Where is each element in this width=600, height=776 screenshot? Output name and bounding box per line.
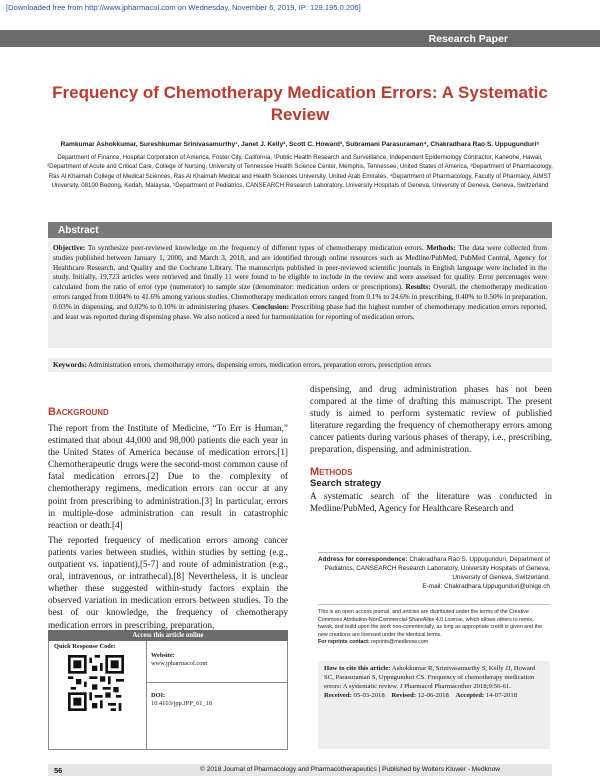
access-heading: Access this article online bbox=[48, 630, 288, 641]
abstract-heading: Abstract bbox=[58, 225, 99, 236]
methods-text: The data were collected from studies published between January 1, 2000, and March 3, 2018, and are identified through online resources such as Medline/PubMed, PubMed Central, Agency for Healthcare Research, and Quality and the Cochrane Library. The manuscripts published in peer-reviewed scientific journals in English language were included in the study. Initially, 19,723 articles were retrieved and finally 11 were found to be eligible to include in the review and were assessed for quality. Error percentages were calculated from the ratio of error type (numerator) to sample size (denominator: medication orders or prescriptions). bbox=[53, 244, 547, 292]
objective-text: To synthesize peer-reviewed knowledge on the frequency of different types of chemotherapy medication errors. bbox=[85, 244, 427, 252]
conclusion-label: Conclusion: bbox=[252, 302, 290, 311]
right-paragraph-2: A systematic search of the literature was conducted in Medline/PubMed, Agency for Healthcare Research and bbox=[310, 490, 552, 513]
doi-link[interactable]: 10.4103/jpp.JPP_61_18 bbox=[151, 700, 213, 707]
correspondence-text: Chakradhara Rao S. Uppugunduri, Department of Pediatrics, CANSEARCH Research Laboratory, University Hospitals of Geneva, University of Geneva, Switzerland. bbox=[324, 556, 550, 581]
search-strategy-heading: Search strategy bbox=[310, 477, 382, 489]
footer-copyright: © 2018 Journal of Pharmacology and Pharmacotherapeutics | Published by Wolters Kluwer - Medknow bbox=[200, 766, 501, 773]
author-list: Ramkumar Ashokkumar, Sureshkumar Srinivasamurthy¹, Janet J. Kelly², Scott C. Howard³, Subramani Parasuraman⁴, Chakradhara Rao S. Uppugunduri⁵ bbox=[60, 141, 540, 148]
keywords-text: Administration errors, chemotherapy errors, dispensing errors, medication errors, preparation errors, prescription errors bbox=[86, 361, 432, 369]
cite-label: How to cite this article: bbox=[324, 665, 391, 672]
conclusion-text: Prescribing phase had the highest number of chemotherapy medication errors reported, and least was reported during dispensing phase. We also noticed a need for harmonization for reporting of medication errors. bbox=[53, 302, 547, 321]
access-divider bbox=[146, 641, 147, 750]
results-label: Results: bbox=[405, 283, 431, 292]
citation bbox=[324, 664, 546, 700]
objective-label: Objective: bbox=[53, 244, 86, 252]
reprints-email[interactable]: reprints@medknow.com bbox=[369, 639, 429, 646]
website-label: Website: bbox=[151, 652, 175, 659]
accepted-label: Accepted: bbox=[455, 692, 485, 699]
abstract-text bbox=[53, 244, 547, 322]
right-paragraph-1: dispensing, and drug administration phases has not been compared at the time of drafting this manuscript. The present study is aimed to perform systematic review of published literature regarding the frequency of chemotherapy errors among cancer patients during various phases of therapy, i.e., prescribing, preparation, dispensing, and administration. bbox=[310, 384, 552, 455]
abstract-header-bar bbox=[48, 222, 552, 238]
doi-label: DOI: bbox=[151, 692, 166, 699]
license-text: This is an open access journal, and articles are distributed under the terms of the Creative Commons Attribution-NonCommercial-ShareAlike 4.0 License, which allows others to remix, tweak, and build upon the work non-commercially, as long as appropriate credit is given and the new creations are licensed under the identical terms. bbox=[318, 609, 542, 638]
download-banner: [Downloaded free from http://www.jpharmacol.com on Wednesday, November 6, 2019, IP: 129.195.0.206] bbox=[6, 3, 361, 12]
correspondence-label: Address for correspondence: bbox=[318, 556, 408, 563]
background-heading: Background bbox=[48, 406, 109, 418]
website-link[interactable]: www.jpharmacol.com bbox=[151, 660, 208, 667]
received-label: Received: bbox=[324, 692, 352, 699]
correspondence-email[interactable]: E-mail: Chakradhara.Uppugunduri@unige.ch bbox=[422, 582, 550, 590]
methods-label: Methods: bbox=[426, 244, 456, 252]
correspondence bbox=[318, 556, 550, 592]
section-label: Research Paper bbox=[428, 33, 508, 45]
results-text: Overall, the chemotherapy medication errors ranged from 0.004% to 41.6% among various studies. Chemotherapy medication errors ranged from 0.1% to 24.6% in prescribing, 0.40% to 0.50% in preparation, 0.03% in dispensing, and 0.02% to 0.10% in administering phases. bbox=[53, 283, 547, 311]
cite-text: Ashokkumar R, Srinivasamurthy S, Kelly JJ, Howard SC, Parasuraman S, Uppugunduri CS. Frequency of chemotherapy medication errors: A systematic review. J Pharmacol Pharmacother 2018;9:56-61. bbox=[324, 665, 536, 690]
open-access-notice bbox=[318, 609, 550, 647]
reprints-label: For reprints contact: bbox=[318, 639, 370, 646]
accepted-date: 14-07-2018 bbox=[484, 692, 518, 699]
background-paragraph-2: The reported frequency of medication errors among cancer patients varies between studies, within studies by setting (e.g., outpatient vs. inpatient),[5-7] and route of administration (e.g., oral, intravenous, or intrathecal).[8] Nevertheless, it is unclear whether these suggested within-study factors explain the observed variation in medication errors between studies. To the best of our knowledge, the frequency of chemotherapy medication errors in prescribing, preparation, bbox=[48, 534, 288, 630]
affiliations: Department of Finance, Hospital Corporation of America, Foster City, California, ¹Public Health Research and Surveillance, Independent Epidemiology Contractor, Kaneohe, Hawaii, ²Department of Acute and Critical Care, College of Nursing, University of Tennessee Health Science Center, Memphis, Tennessee, United States of America, ³Department of Pharmacology, Ras Al Khaimah College of Medical Sciences, Ras Al Khaimah Medical and Health Sciences University, United Arab Emirates, ⁴Department of Pharmacology, Faculty of Pharmacy, AIMST University, 08100 Bedong, Kedah, Malaysia, ⁵Department of Pediatrics, CANSEARCH Research Laboratory, University Hospitals of Geneva, University of Geneva, Geneva, Switzerland bbox=[47, 154, 553, 190]
revised-date: 12-06-2018 bbox=[415, 692, 449, 699]
section-bar bbox=[0, 30, 600, 47]
qr-label: Quick Response Code: bbox=[54, 643, 116, 650]
page-number: 56 bbox=[54, 766, 63, 775]
left-column bbox=[48, 422, 288, 634]
right-column bbox=[310, 383, 552, 517]
keywords-label: Keywords: bbox=[53, 361, 87, 369]
received-date: 05-03-2018 bbox=[351, 692, 385, 699]
background-paragraph-1: The report from the Institute of Medicine, “To Err is Human,” estimated that about 44,000 and 98,000 patients die each year in the United States of America because of medication errors.[1] Chemotherapeutic drugs were the second-most common cause of fatal medication errors.[2] Due to the complexity of chemotherapy regimens, medication errors can occur at any point from prescribing to administration.[3] In particular, errors in multiple-dose administration can result in catastrophic reaction or death.[4] bbox=[48, 423, 288, 530]
qr-code-icon[interactable] bbox=[68, 655, 124, 711]
methods-heading: Methods bbox=[310, 465, 353, 478]
license-rule bbox=[318, 604, 550, 605]
correspondence-rule bbox=[318, 552, 550, 553]
revised-label: Revised: bbox=[391, 692, 416, 699]
keywords bbox=[53, 361, 547, 369]
article-title: Frequency of Chemotherapy Medication Errors: A Systematic Review bbox=[52, 83, 548, 124]
access-divider-h bbox=[147, 682, 288, 683]
